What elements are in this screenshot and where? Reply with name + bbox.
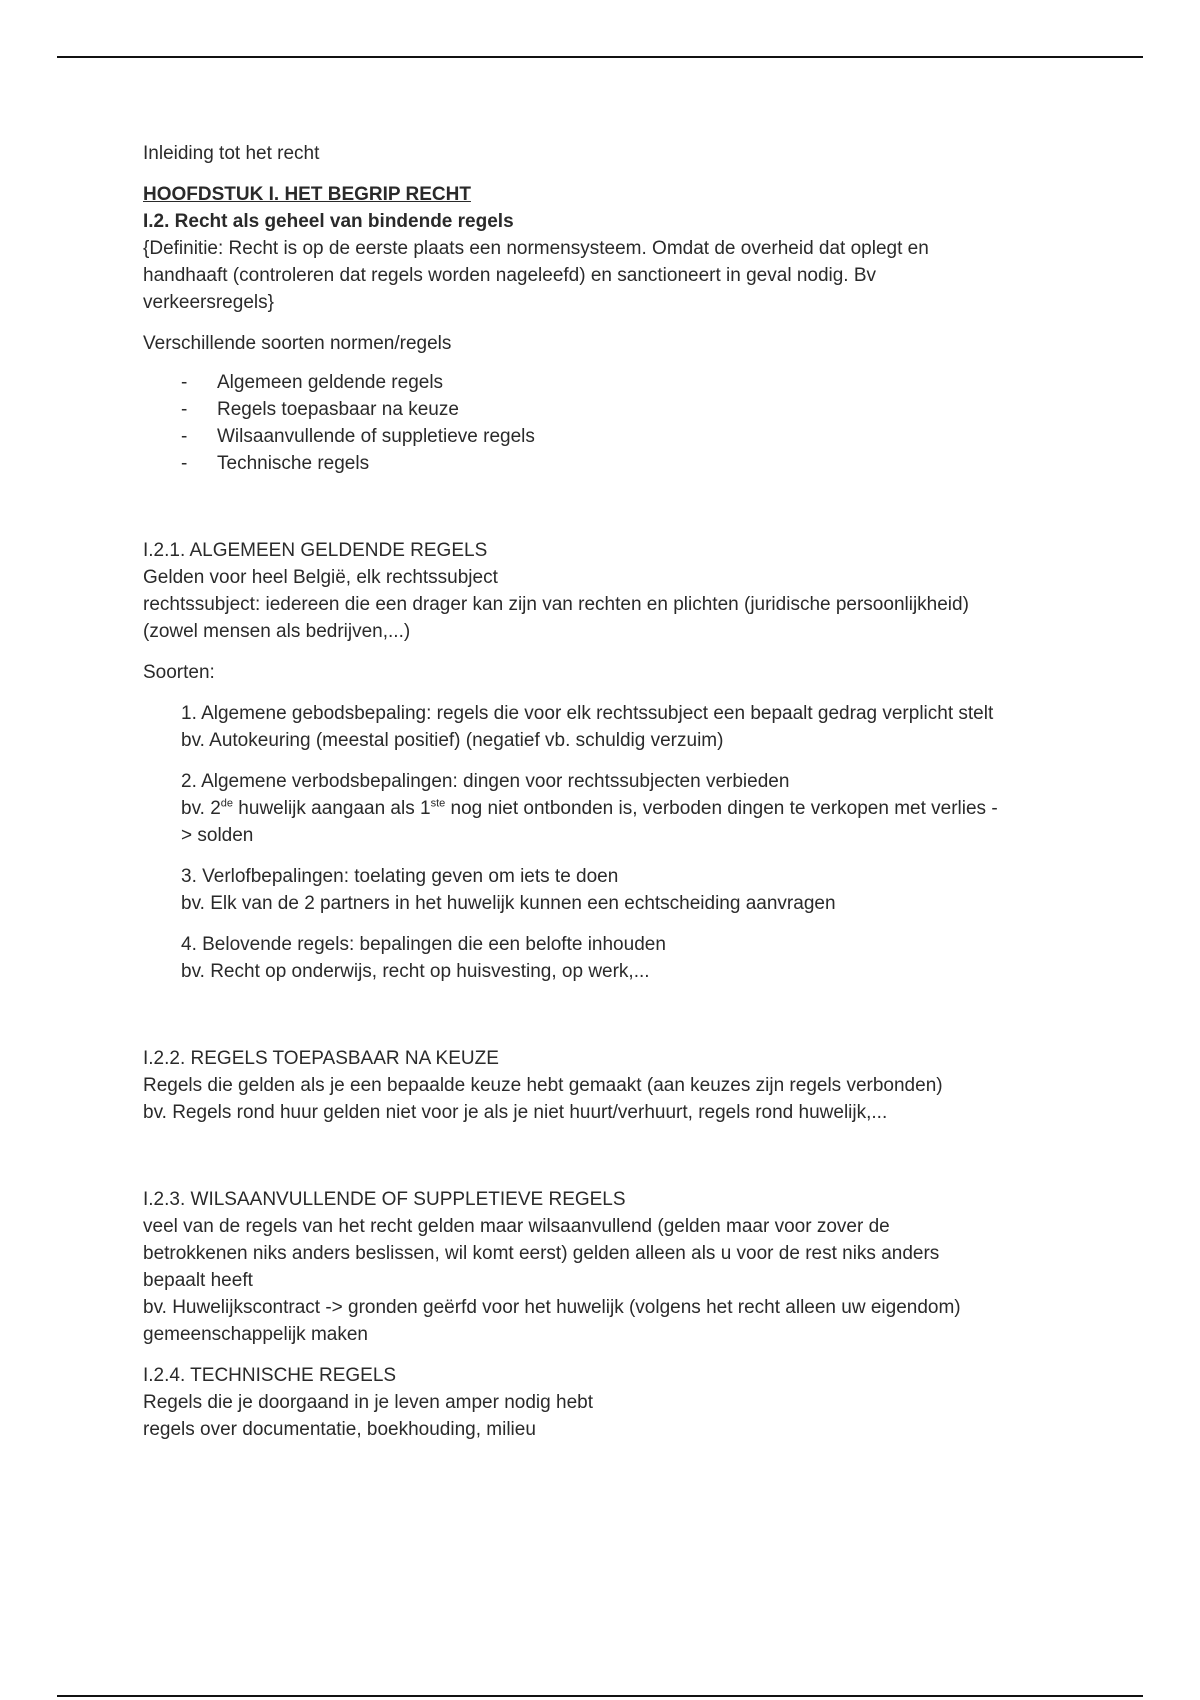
paragraph-line: bepaalt heeft [143, 1270, 253, 1291]
paragraph-line: Gelden voor heel België, elk rechtssubject [143, 567, 498, 588]
paragraph-line: bv. Huwelijkscontract -> gronden geërfd voor het huwelijk (volgens het recht alleen uw eigendom) [143, 1297, 961, 1318]
item-example: bv. Autokeuring (meestal positief) (negatief vb. schuldig verzuim) [181, 730, 724, 751]
kinds-list [143, 369, 1083, 477]
example-text: bv. 2 [181, 798, 221, 819]
item-example: bv. Elk van de 2 partners in het huwelijk kunnen een echtscheiding aanvragen [181, 893, 836, 914]
document-body [143, 140, 1083, 1443]
numbered-item [181, 931, 1083, 985]
superscript: de [220, 797, 234, 810]
definition-line: handhaaft (controleren dat regels worden nageleefd) en sanctioneert in geval nodig. Bv [143, 265, 877, 286]
section-4-heading: I.2.4. TECHNISCHE REGELS [143, 1365, 397, 1386]
sorts-label: Soorten: [143, 662, 215, 683]
chapter-heading: HOOFDSTUK I. HET BEGRIP RECHT [143, 184, 471, 205]
list-item: - Technische regels [181, 450, 1083, 477]
superscript: ste [430, 797, 446, 810]
paragraph-line: Regels die gelden als je een bepaalde keuze hebt gemaakt (aan keuzes zijn regels verbonden) [143, 1075, 943, 1096]
numbered-item [181, 768, 1083, 849]
header-rule [57, 56, 1143, 58]
numbered-item [181, 700, 1083, 754]
paragraph-line: veel van de regels van het recht gelden maar wilsaanvullend (gelden maar voor zover de [143, 1216, 890, 1237]
section-1-heading: I.2.1. ALGEMEEN GELDENDE REGELS [143, 540, 488, 561]
definition-line: {Definitie: Recht is op de eerste plaats een normensysteem. Omdat de overheid dat oplegt en [143, 238, 929, 259]
paragraph-line: gemeenschappelijk maken [143, 1324, 368, 1345]
kinds-intro: Verschillende soorten normen/regels [143, 333, 452, 354]
paragraph-line: betrokkenen niks anders beslissen, wil komt eerst) gelden alleen als u voor de rest niks anders [143, 1243, 940, 1264]
document-title: Inleiding tot het recht [143, 143, 320, 164]
item-title: 2. Algemene verbodsbepalingen: dingen voor rechtssubjecten verbieden [181, 771, 790, 792]
paragraph-line: regels over documentatie, boekhouding, milieu [143, 1419, 536, 1440]
item-example: > solden [181, 825, 254, 846]
paragraph-line: Regels die je doorgaand in je leven amper nodig hebt [143, 1392, 593, 1413]
section-2-heading: I.2.2. REGELS TOEPASBAAR NA KEUZE [143, 1048, 499, 1069]
definition-line: verkeersregels} [143, 292, 274, 313]
section-heading: I.2. Recht als geheel van bindende regels [143, 211, 514, 232]
paragraph-line: rechtssubject: iedereen die een drager kan zijn van rechten en plichten (juridische persoonlijkheid) [143, 594, 969, 615]
numbered-item [181, 863, 1083, 917]
item-title: 3. Verlofbepalingen: toelating geven om iets te doen [181, 866, 619, 887]
list-item: - Algemeen geldende regels [181, 369, 1083, 396]
example-text: huwelijk aangaan als 1 [233, 798, 431, 819]
footer-rule [57, 1695, 1143, 1697]
item-example: bv. Recht op onderwijs, recht op huisvesting, op werk,... [181, 961, 650, 982]
example-text: nog niet ontbonden is, verboden dingen te verkopen met verlies - [445, 798, 998, 819]
paragraph-line: (zowel mensen als bedrijven,...) [143, 621, 411, 642]
item-example [181, 795, 1083, 822]
paragraph-line: bv. Regels rond huur gelden niet voor je als je niet huurt/verhuurt, regels rond huwelijk,... [143, 1102, 888, 1123]
list-item: - Wilsaanvullende of suppletieve regels [181, 423, 1083, 450]
item-title: 1. Algemene gebodsbepaling: regels die voor elk rechtssubject een bepaalt gedrag verplicht stelt [181, 703, 994, 724]
list-item: - Regels toepasbaar na keuze [181, 396, 1083, 423]
section-3-heading: I.2.3. WILSAANVULLENDE OF SUPPLETIEVE REGELS [143, 1189, 626, 1210]
item-title: 4. Belovende regels: bepalingen die een belofte inhouden [181, 934, 666, 955]
